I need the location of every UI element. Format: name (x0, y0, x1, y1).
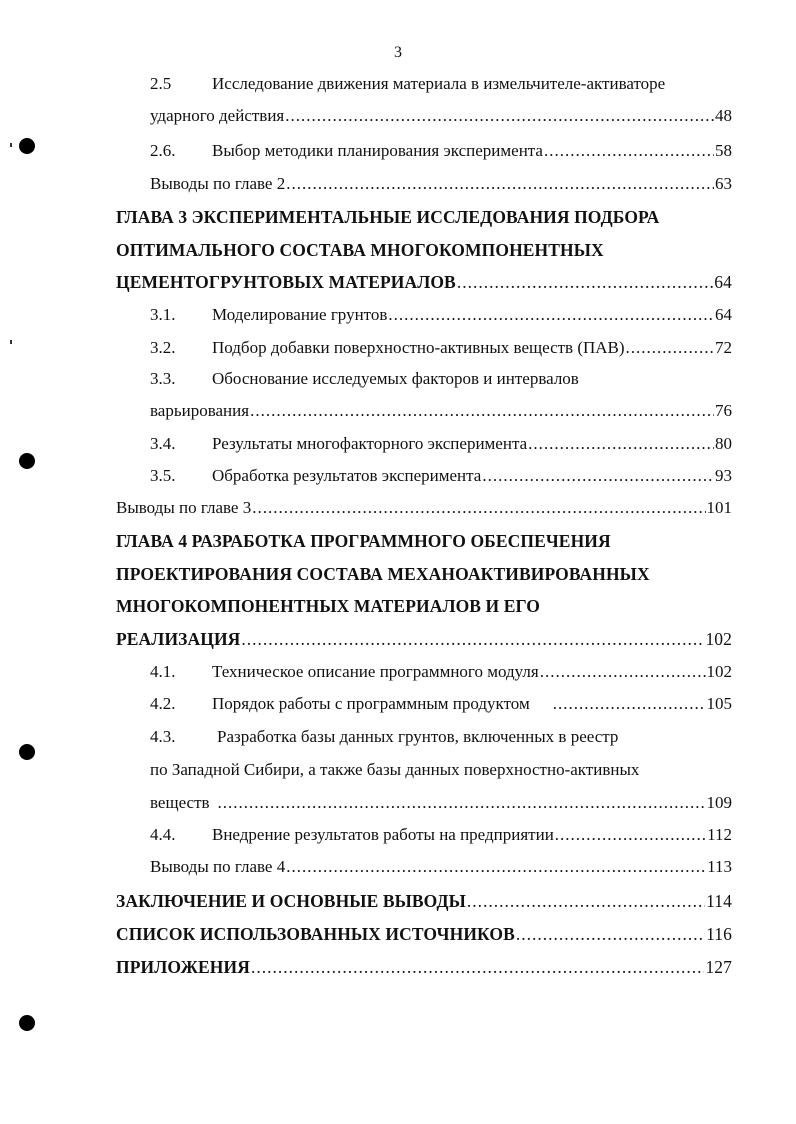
toc-page-number: 109 (706, 793, 732, 812)
toc-entry-4-1 (150, 657, 732, 687)
toc-entry-title: Порядок работы с программным продуктом (212, 694, 530, 713)
toc-page-number: 63 (715, 174, 732, 193)
toc-entry-number: 3.2. (150, 338, 176, 357)
toc-chapter-3-title-3 (116, 267, 732, 297)
dot-leader (626, 333, 714, 363)
dot-leader (286, 169, 714, 199)
toc-entry-number: 3.5. (150, 466, 176, 485)
toc-entry-number: 4.2. (150, 694, 176, 713)
dot-leader (555, 820, 706, 850)
toc-entry-number: 4.1. (150, 662, 176, 681)
toc-entry-2-5 (150, 69, 732, 99)
toc-chapter-4-title-1: ГЛАВА 4 РАЗРАБОТКА ПРОГРАММНОГО ОБЕСПЕЧЕНИЯ (116, 531, 611, 551)
dot-leader (553, 689, 706, 719)
toc-page-number: 114 (706, 891, 732, 911)
toc-entry-3-1 (150, 300, 732, 330)
toc-entry-number: 4.3. (150, 727, 176, 746)
toc-page-number: 72 (715, 338, 732, 357)
toc-page-number: 48 (715, 106, 732, 125)
toc-entry-title: СПИСОК ИСПОЛЬЗОВАННЫХ ИСТОЧНИКОВ (116, 924, 515, 944)
toc-page-number: 101 (706, 498, 732, 517)
toc-entry-3-5 (150, 461, 732, 491)
toc-chapter-4-title-4 (116, 624, 732, 654)
toc-page-number: 116 (706, 924, 732, 944)
toc-entry-title: Разработка базы данных грунтов, включенных в реестр (217, 727, 619, 746)
dot-leader (251, 952, 704, 982)
dot-leader (540, 657, 706, 687)
dot-leader (218, 788, 706, 818)
binding-hole-mark (19, 138, 35, 154)
toc-entry-title: ПРИЛОЖЕНИЯ (116, 957, 250, 977)
dot-leader (250, 396, 714, 426)
toc-conclusion (116, 886, 732, 916)
toc-entry-title: Исследование движения материала в измельчителе-активаторе (212, 74, 666, 93)
toc-page-number: 127 (705, 957, 732, 977)
toc-entry-number: 3.1. (150, 305, 176, 324)
toc-entry-title: РЕАЛИЗАЦИЯ (116, 629, 241, 649)
binding-hole-mark (19, 453, 35, 469)
toc-entry-number: 2.6. (150, 141, 176, 160)
toc-entry-title: Подбор добавки поверхностно-активных веществ (ПАВ) (212, 338, 625, 357)
toc-entry-title: Обоснование исследуемых факторов и интервалов (212, 369, 579, 388)
toc-entry-title: ЦЕМЕНТОГРУНТОВЫХ МАТЕРИАЛОВ (116, 272, 456, 292)
dot-leader (516, 919, 705, 949)
toc-entry-4-2 (150, 689, 732, 719)
toc-page-number: 113 (707, 857, 732, 876)
dot-leader (467, 886, 705, 916)
toc-page-number: 112 (707, 825, 732, 844)
page-number: 3 (394, 44, 402, 61)
dot-leader (388, 300, 714, 330)
toc-entry-3-2 (150, 333, 732, 363)
toc-page-number: 64 (714, 272, 732, 292)
toc-entry-title: Выбор методики планирования эксперимента (212, 141, 543, 160)
toc-page-number: 102 (706, 662, 732, 681)
toc-entry-title: ЗАКЛЮЧЕНИЕ И ОСНОВНЫЕ ВЫВОДЫ (116, 891, 466, 911)
toc-entry-3-3-cont (150, 396, 732, 426)
dot-leader (286, 852, 706, 882)
toc-chapter-4-title-2: ПРОЕКТИРОВАНИЯ СОСТАВА МЕХАНОАКТИВИРОВАННЫХ (116, 564, 650, 584)
toc-page-number: 80 (715, 434, 732, 453)
toc-page-number: 105 (706, 694, 732, 713)
toc-entry-number: 3.3. (150, 369, 176, 388)
toc-entry-4-4 (150, 820, 732, 850)
toc-entry-title: веществ (150, 793, 210, 812)
toc-chapter-3-title-1: ГЛАВА 3 ЭКСПЕРИМЕНТАЛЬНЫЕ ИССЛЕДОВАНИЯ ПОДБОРА (116, 207, 660, 227)
binding-hole-mark (19, 744, 35, 760)
dot-leader (544, 136, 714, 166)
dot-leader (457, 267, 713, 297)
toc-entry-conclusions-2 (150, 169, 732, 199)
binding-hole-mark (19, 1015, 35, 1031)
toc-entry-title: варьирования (150, 401, 250, 420)
dot-leader (285, 101, 714, 131)
toc-entry-title: Результаты многофакторного эксперимента (212, 434, 528, 453)
toc-entry-number: 3.4. (150, 434, 176, 453)
toc-appendices (116, 952, 732, 982)
toc-entry-conclusions-4 (150, 852, 732, 882)
dot-leader (241, 624, 704, 654)
dot-leader (482, 461, 714, 491)
toc-entry-number: 4.4. (150, 825, 176, 844)
toc-page-number: 93 (715, 466, 732, 485)
scan-speck (10, 143, 12, 147)
toc-entry-2-6 (150, 136, 732, 166)
toc-references (116, 919, 732, 949)
toc-chapter-3-title-2: ОПТИМАЛЬНОГО СОСТАВА МНОГОКОМПОНЕНТНЫХ (116, 240, 604, 260)
toc-entry-number: 2.5 (150, 74, 172, 93)
toc-page-number: 58 (715, 141, 732, 160)
toc-entry-title: Выводы по главе 2 (150, 174, 286, 193)
scan-speck (10, 340, 12, 344)
toc-page-number: 76 (715, 401, 732, 420)
toc-entry-title: ударного действия (150, 106, 285, 125)
toc-entry-3-3 (150, 364, 732, 394)
toc-page-number: 64 (715, 305, 732, 324)
toc-entry-4-3 (150, 722, 732, 752)
toc-entry-title: Обработка результатов эксперимента (212, 466, 482, 485)
toc-entry-3-4 (150, 429, 732, 459)
toc-entry-conclusions-3 (116, 493, 732, 523)
toc-entry-4-3-cont-1: по Западной Сибири, а также базы данных поверхностно-активных (150, 760, 640, 779)
toc-page-number: 102 (705, 629, 732, 649)
toc-entry-title: Выводы по главе 4 (150, 857, 286, 876)
toc-entry-2-5-cont (150, 101, 732, 131)
toc-entry-title: Внедрение результатов работы на предприятии (212, 825, 554, 844)
toc-entry-title: Техническое описание программного модуля (212, 662, 539, 681)
dot-leader (252, 493, 705, 523)
toc-chapter-4-title-3: МНОГОКОМПОНЕНТНЫХ МАТЕРИАЛОВ И ЕГО (116, 596, 541, 616)
toc-entry-title: Моделирование грунтов (212, 305, 388, 324)
dot-leader (528, 429, 714, 459)
toc-entry-title: Выводы по главе 3 (116, 498, 252, 517)
toc-entry-4-3-cont-2 (150, 788, 732, 818)
